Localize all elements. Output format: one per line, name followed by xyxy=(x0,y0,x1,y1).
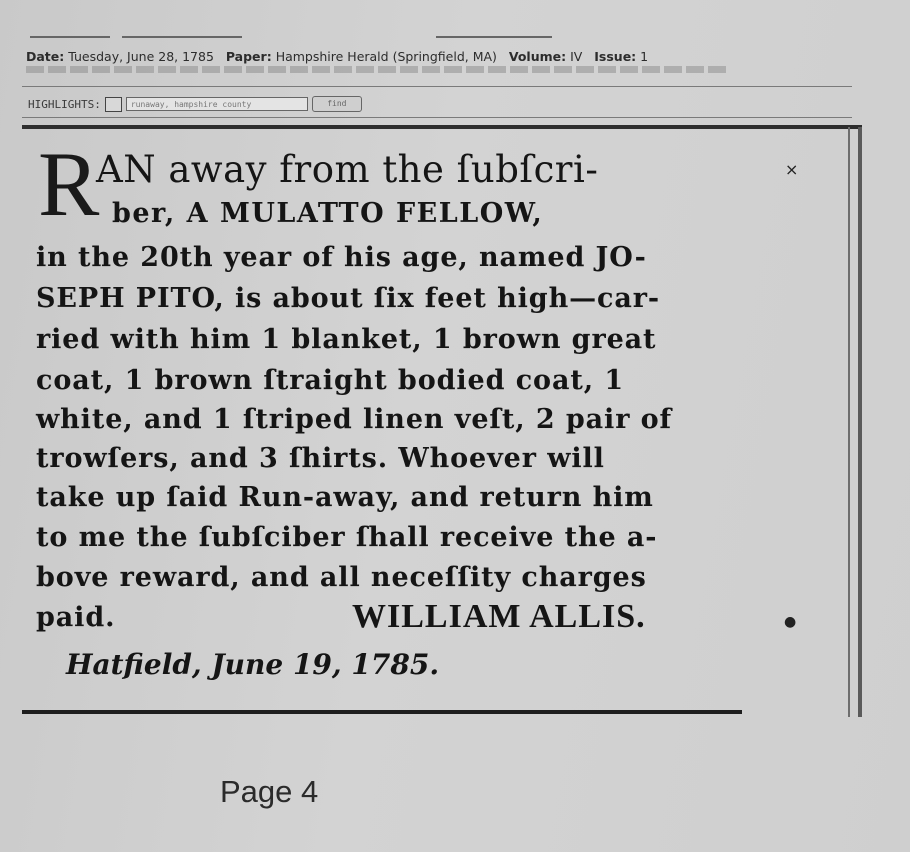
ad-signature: WILLIAM ALLIS. xyxy=(352,598,646,635)
ad-dateline: Hatfield, June 19, 1785. xyxy=(66,648,440,681)
ad-line-6: coat, 1 brown ſtraight bodied coat, 1 xyxy=(36,365,625,396)
ad-line-8: trowſers, and 3 ſhirts. Whoever will xyxy=(36,443,605,474)
paper-value: Hampshire Herald (Springfield, MA) xyxy=(275,49,497,64)
toolbar-divider xyxy=(22,117,852,118)
top-rule xyxy=(436,36,552,38)
article-frame-right xyxy=(848,127,850,717)
ad-line-1: AN away from the ſubſcri- xyxy=(96,148,599,191)
highlights-checkbox[interactable] xyxy=(105,97,122,112)
ad-line-12: paid. xyxy=(36,602,116,633)
toolbar-divider xyxy=(22,86,852,87)
drop-cap: R xyxy=(38,133,100,235)
ad-line-5: ried with him 1 blanket, 1 brown great xyxy=(36,324,657,355)
article-frame-right xyxy=(858,127,862,717)
citation-header xyxy=(26,49,856,64)
highlights-search-input[interactable]: runaway, hampshire county xyxy=(126,97,308,111)
date-label: Date: xyxy=(26,49,65,64)
article-frame-top xyxy=(22,125,862,129)
ad-line-11: bove reward, and all neceſſity charges xyxy=(36,562,647,593)
volume-value: IV xyxy=(570,49,583,64)
page-number-label: Page 4 xyxy=(220,774,319,809)
find-button[interactable]: find xyxy=(312,96,362,112)
issue-value: 1 xyxy=(640,49,649,64)
paper-label: Paper: xyxy=(225,49,272,64)
copyright-fine-print xyxy=(26,66,726,73)
top-rule xyxy=(30,36,110,38)
issue-label: Issue: xyxy=(594,49,637,64)
ad-line-10: to me the ſubſciber ſhall receive the a- xyxy=(36,522,658,553)
ad-line-4: SEPH PITO, is about ſix feet high—car- xyxy=(36,283,660,314)
highlights-toolbar xyxy=(28,96,362,112)
ad-line-3: in the 20th year of his age, named JO- xyxy=(36,242,647,273)
top-rule xyxy=(122,36,242,38)
article-frame-bottom xyxy=(22,710,742,714)
ad-line-7: white, and 1 ſtriped linen veſt, 2 pair of xyxy=(36,404,673,435)
date-value: Tuesday, June 28, 1785 xyxy=(68,49,214,64)
stray-dot: ● xyxy=(784,614,797,630)
stray-mark: × xyxy=(785,160,799,179)
ad-line-2: ber, A MULATTO FELLOW, xyxy=(112,198,544,229)
highlights-label: HIGHLIGHTS: xyxy=(28,97,101,111)
volume-label: Volume: xyxy=(508,49,567,64)
ad-line-9: take up ſaid Run-away, and return him xyxy=(36,482,654,513)
